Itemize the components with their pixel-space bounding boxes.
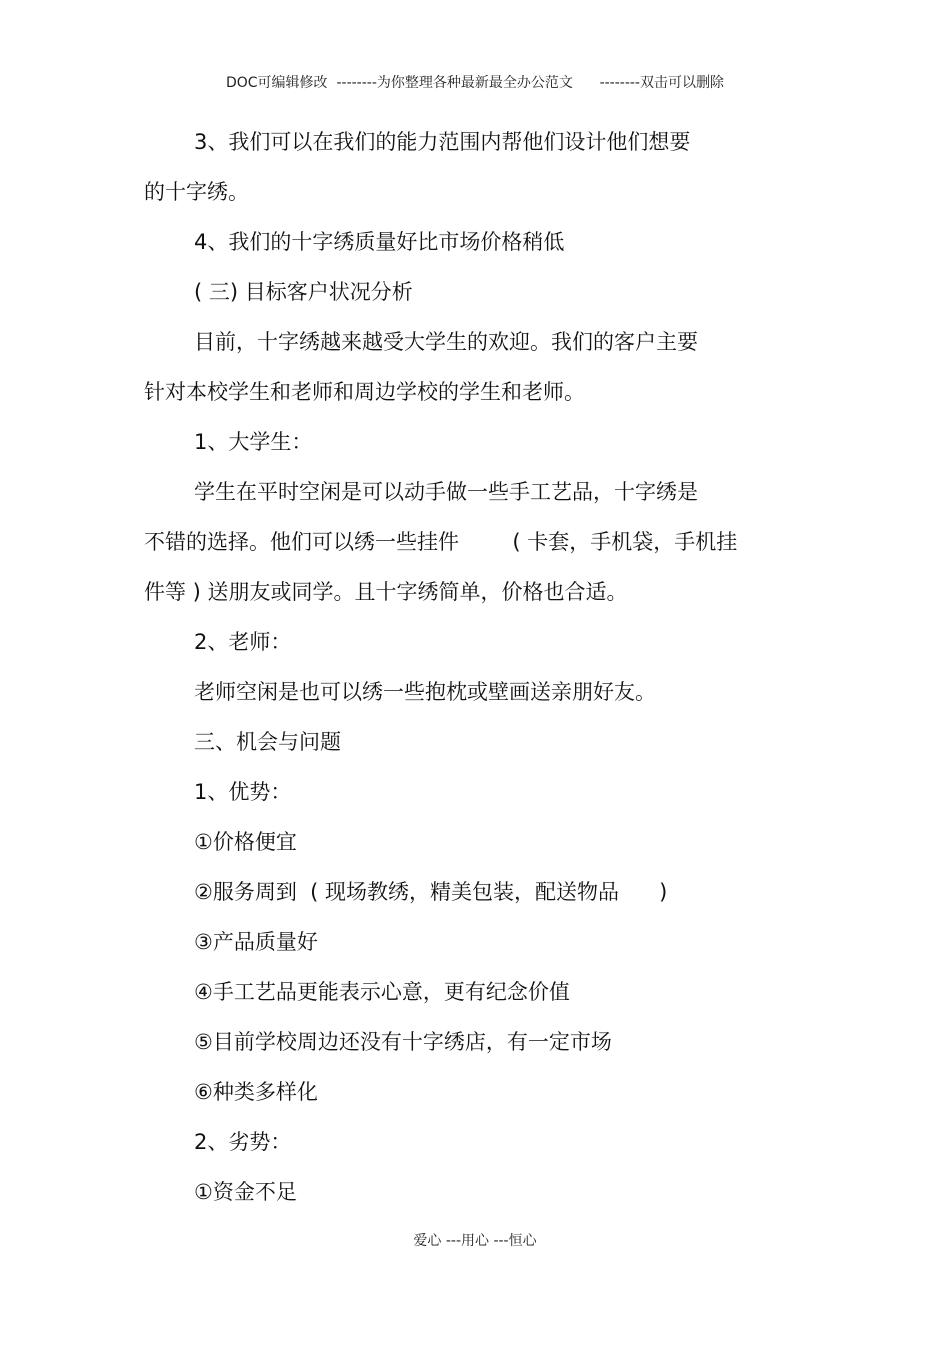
section-heading-target-customers: ( 三) 目标客户状况分析: [194, 280, 413, 304]
list-item: ①资金不足: [194, 1180, 297, 1204]
body-line-8: 学生在平时空闲是可以动手做一些手工艺品，十字绣是: [194, 480, 698, 504]
list-item: ③产品质量好: [194, 930, 318, 954]
list-item: ⑤目前学校周边还没有十字绣店，有一定市场: [194, 1030, 612, 1054]
body-line-12: 老师空闲是也可以绣一些抱枕或壁画送亲朋好友。: [194, 680, 656, 704]
subheading-students: 1、大学生：: [194, 430, 313, 454]
section-heading-opportunities: 三、机会与问题: [194, 730, 341, 754]
body-line-3: 4、我们的十字绣质量好比市场价格稍低: [194, 230, 565, 254]
page-footer: 爱心 ---用心 ---恒心: [413, 1233, 537, 1249]
body-line-10: 件等 ) 送朋友或同学。且十字绣简单，价格也合适。: [144, 580, 628, 604]
body-line-1: 3、我们可以在我们的能力范围内帮他们设计他们想要: [194, 130, 691, 154]
body-line-2: 的十字绣。: [144, 180, 249, 204]
body-line-5: 目前，十字绣越来越受大学生的欢迎。我们的客户主要: [194, 330, 698, 354]
body-line-9: 不错的选择。他们可以绣一些挂件 ( 卡套，手机袋，手机挂: [144, 530, 738, 554]
body-line-6: 针对本校学生和老师和周边学校的学生和老师。: [144, 380, 585, 404]
list-item: ⑥种类多样化: [194, 1080, 318, 1104]
page-header: DOC可编辑修改 --------为你整理各种最新最全办公范文 --------双击可以删除: [225, 75, 724, 91]
subheading-teachers: 2、老师：: [194, 630, 292, 654]
subheading-strengths: 1、优势：: [194, 780, 292, 804]
list-item: ①价格便宜: [194, 830, 297, 854]
subheading-weaknesses: 2、劣势：: [194, 1130, 292, 1154]
list-item: ④手工艺品更能表示心意，更有纪念价值: [194, 980, 570, 1004]
list-item: ②服务周到 ( 现场教绣，精美包装，配送物品 ): [194, 880, 668, 904]
